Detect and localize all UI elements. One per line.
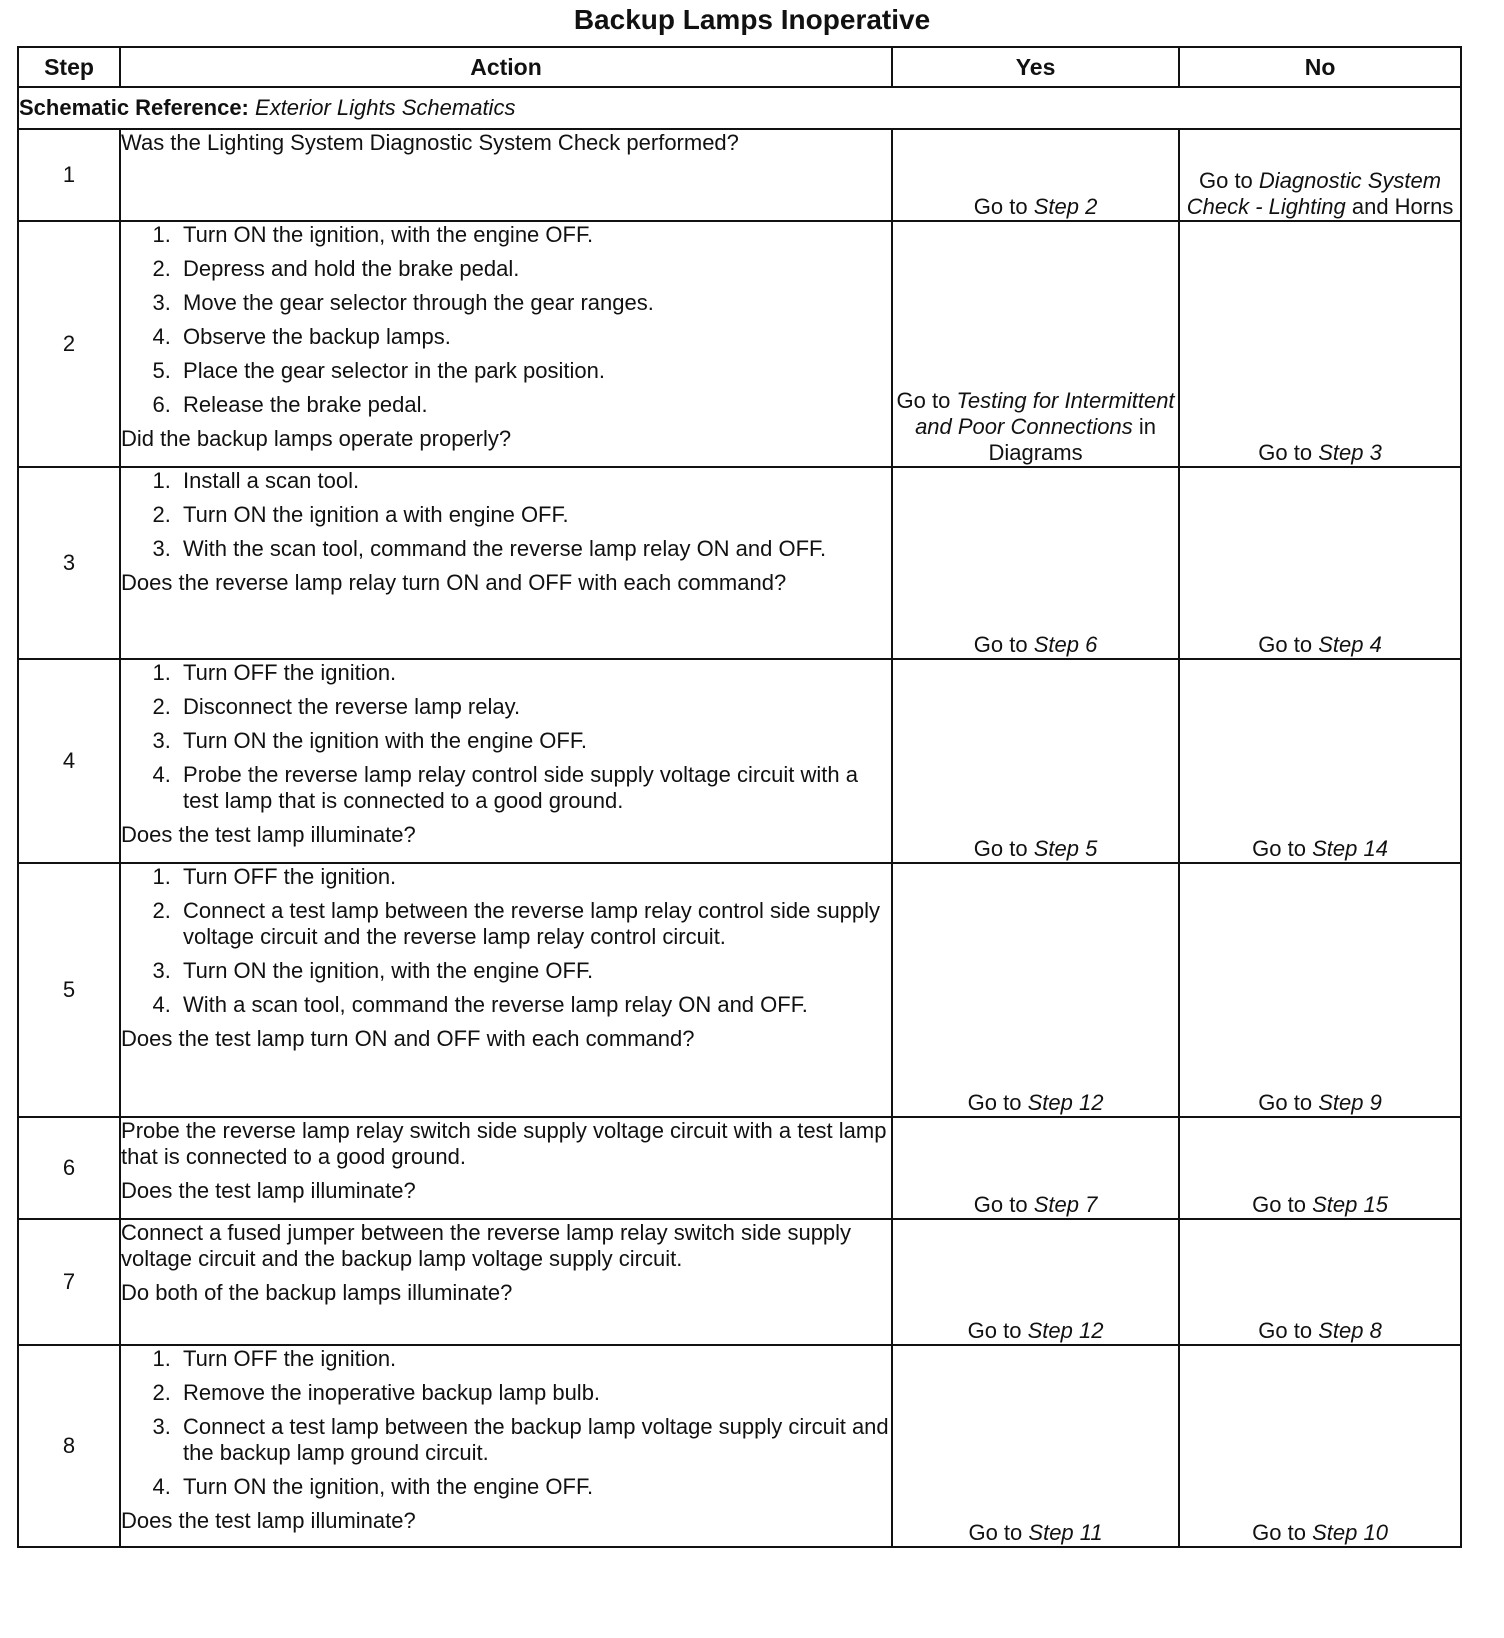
action-step: 1. Turn OFF the ignition. — [177, 660, 891, 686]
no-result-cell — [1179, 1345, 1461, 1547]
goto-link[interactable]: Step 11 — [1028, 1520, 1103, 1545]
goto-text: Go to — [1252, 836, 1306, 861]
action-question: Does the test lamp illuminate? — [121, 1508, 416, 1533]
goto-link[interactable]: Step 4 — [1318, 632, 1382, 657]
diagnostic-table — [17, 46, 1462, 1548]
schematic-reference-link[interactable]: Exterior Lights Schematics — [255, 95, 516, 120]
action-cell — [120, 659, 892, 863]
header-yes: Yes — [892, 47, 1179, 87]
table-row — [18, 863, 1461, 1117]
action-step: 1. Turn ON the ignition, with the engine OFF. — [177, 222, 891, 248]
page-title: Backup Lamps Inoperative — [573, 4, 931, 35]
step-number: 6 — [18, 1117, 120, 1219]
goto-link[interactable]: Step 10 — [1312, 1520, 1388, 1545]
goto-text: Go to — [968, 1520, 1023, 1545]
action-step: 3. Move the gear selector through the gear ranges. — [177, 290, 891, 316]
action-cell — [120, 221, 892, 467]
step-number: 7 — [18, 1219, 120, 1345]
goto-text: Go to — [1258, 1090, 1313, 1115]
no-result-cell — [1179, 1219, 1461, 1345]
goto-link[interactable]: Step 8 — [1318, 1318, 1382, 1343]
yes-result-cell — [892, 1219, 1179, 1345]
yes-result-cell — [892, 129, 1179, 221]
action-step: 5. Place the gear selector in the park position. — [177, 358, 891, 384]
goto-text: Go to — [973, 1192, 1028, 1217]
no-result-cell — [1179, 129, 1461, 221]
goto-text: Go to — [1198, 168, 1253, 193]
action-cell — [120, 467, 892, 659]
goto-text: Go to — [1252, 1192, 1306, 1217]
table-row — [18, 1219, 1461, 1345]
action-step: 1. Turn OFF the ignition. — [177, 1346, 891, 1372]
step-number: 5 — [18, 863, 120, 1117]
goto-link[interactable]: Diagnostic System Check - Lighting — [1186, 168, 1442, 219]
action-cell — [120, 863, 892, 1117]
action-cell — [120, 1219, 892, 1345]
action-steps-list — [121, 1346, 891, 1500]
no-result-cell — [1179, 863, 1461, 1117]
no-result-cell — [1179, 221, 1461, 467]
table-row — [18, 221, 1461, 467]
goto-text: Go to — [973, 632, 1028, 657]
schematic-reference — [18, 87, 1461, 129]
action-step: 4. With a scan tool, command the reverse lamp relay ON and OFF. — [177, 992, 891, 1018]
yes-result-cell — [892, 659, 1179, 863]
goto-text: Go to — [973, 194, 1028, 219]
table-row — [18, 659, 1461, 863]
no-result-cell — [1179, 1117, 1461, 1219]
goto-link[interactable]: Step 5 — [1033, 836, 1098, 861]
header-row — [18, 47, 1461, 87]
action-question: Connect a fused jumper between the reverse lamp relay switch side supply voltage circuit and the backup lamp voltage supply circuit. — [121, 1220, 852, 1271]
step-number: 8 — [18, 1345, 120, 1547]
action-step: 3. Connect a test lamp between the backup lamp voltage supply circuit and the backup lamp ground circuit. — [177, 1414, 891, 1466]
goto-link[interactable]: Step 14 — [1312, 836, 1388, 861]
goto-suffix: and Horns — [1351, 194, 1454, 219]
step-number: 3 — [18, 467, 120, 659]
action-cell — [120, 1117, 892, 1219]
goto-text: Go to — [896, 388, 951, 413]
yes-result-cell — [892, 221, 1179, 467]
header-step: Step — [18, 47, 120, 87]
no-result-cell — [1179, 659, 1461, 863]
action-question: Probe the reverse lamp relay switch side supply voltage circuit with a test lamp that is connected to a good ground. — [121, 1118, 887, 1169]
action-step: 4. Turn ON the ignition, with the engine OFF. — [177, 1474, 891, 1500]
goto-link[interactable]: Step 12 — [1027, 1090, 1104, 1115]
goto-link[interactable]: Step 3 — [1318, 440, 1382, 465]
no-result-cell — [1179, 467, 1461, 659]
goto-link[interactable]: Step 6 — [1033, 632, 1098, 657]
goto-link[interactable]: Step 15 — [1312, 1192, 1388, 1217]
action-question: Does the test lamp illuminate? — [121, 1178, 416, 1203]
action-steps-list — [121, 864, 891, 1018]
action-step: 2. Connect a test lamp between the reverse lamp relay control side supply voltage circuit and the reverse lamp relay control circuit. — [177, 898, 891, 950]
action-cell — [120, 129, 892, 221]
yes-result-cell — [892, 863, 1179, 1117]
action-question: Does the test lamp turn ON and OFF with each command? — [121, 1026, 695, 1051]
goto-link[interactable]: Testing for Intermittent and Poor Connections — [915, 388, 1175, 439]
goto-text: Go to — [1258, 1318, 1313, 1343]
action-step: 2. Depress and hold the brake pedal. — [177, 256, 891, 282]
yes-result-cell — [892, 467, 1179, 659]
action-step: 3. With the scan tool, command the reverse lamp relay ON and OFF. — [177, 536, 891, 562]
table-row — [18, 1117, 1461, 1219]
schematic-reference-row — [18, 87, 1461, 129]
step-number: 2 — [18, 221, 120, 467]
action-step: 4. Observe the backup lamps. — [177, 324, 891, 350]
action-question: Do both of the backup lamps illuminate? — [121, 1280, 513, 1305]
header-no: No — [1179, 47, 1461, 87]
yes-result-cell — [892, 1345, 1179, 1547]
action-question: Does the reverse lamp relay turn ON and OFF with each command? — [121, 570, 787, 595]
action-step: 3. Turn ON the ignition with the engine OFF. — [177, 728, 891, 754]
action-step: 1. Turn OFF the ignition. — [177, 864, 891, 890]
goto-text: Go to — [1258, 440, 1313, 465]
action-step: 1. Install a scan tool. — [177, 468, 891, 494]
goto-suffix: in Diagrams — [988, 414, 1157, 465]
goto-text: Go to — [973, 836, 1028, 861]
action-question: Was the Lighting System Diagnostic System Check performed? — [121, 130, 739, 155]
schematic-reference-label: Schematic Reference: — [19, 95, 249, 120]
header-action: Action — [120, 47, 892, 87]
action-step: 2. Disconnect the reverse lamp relay. — [177, 694, 891, 720]
table-row — [18, 1345, 1461, 1547]
goto-link[interactable]: Step 12 — [1027, 1318, 1104, 1343]
action-steps-list — [121, 222, 891, 418]
action-step: 2. Remove the inoperative backup lamp bulb. — [177, 1380, 891, 1406]
action-question: Did the backup lamps operate properly? — [121, 426, 512, 451]
goto-link[interactable]: Step 2 — [1033, 194, 1098, 219]
action-question: Does the test lamp illuminate? — [121, 822, 416, 847]
table-row — [18, 129, 1461, 221]
step-number: 4 — [18, 659, 120, 863]
action-step: 4. Probe the reverse lamp relay control side supply voltage circuit with a test lamp that is connected to a good ground. — [177, 762, 891, 814]
goto-text: Go to — [1252, 1520, 1306, 1545]
goto-link[interactable]: Step 7 — [1033, 1192, 1098, 1217]
step-number: 1 — [18, 129, 120, 221]
goto-text: Go to — [1258, 632, 1313, 657]
goto-text: Go to — [967, 1318, 1022, 1343]
goto-link[interactable]: Step 9 — [1318, 1090, 1382, 1115]
yes-result-cell — [892, 1117, 1179, 1219]
action-step: 3. Turn ON the ignition, with the engine OFF. — [177, 958, 891, 984]
action-step: 6. Release the brake pedal. — [177, 392, 891, 418]
action-steps-list — [121, 468, 891, 562]
action-steps-list — [121, 660, 891, 814]
action-step: 2. Turn ON the ignition a with engine OFF. — [177, 502, 891, 528]
action-cell — [120, 1345, 892, 1547]
table-row — [18, 467, 1461, 659]
goto-text: Go to — [967, 1090, 1022, 1115]
